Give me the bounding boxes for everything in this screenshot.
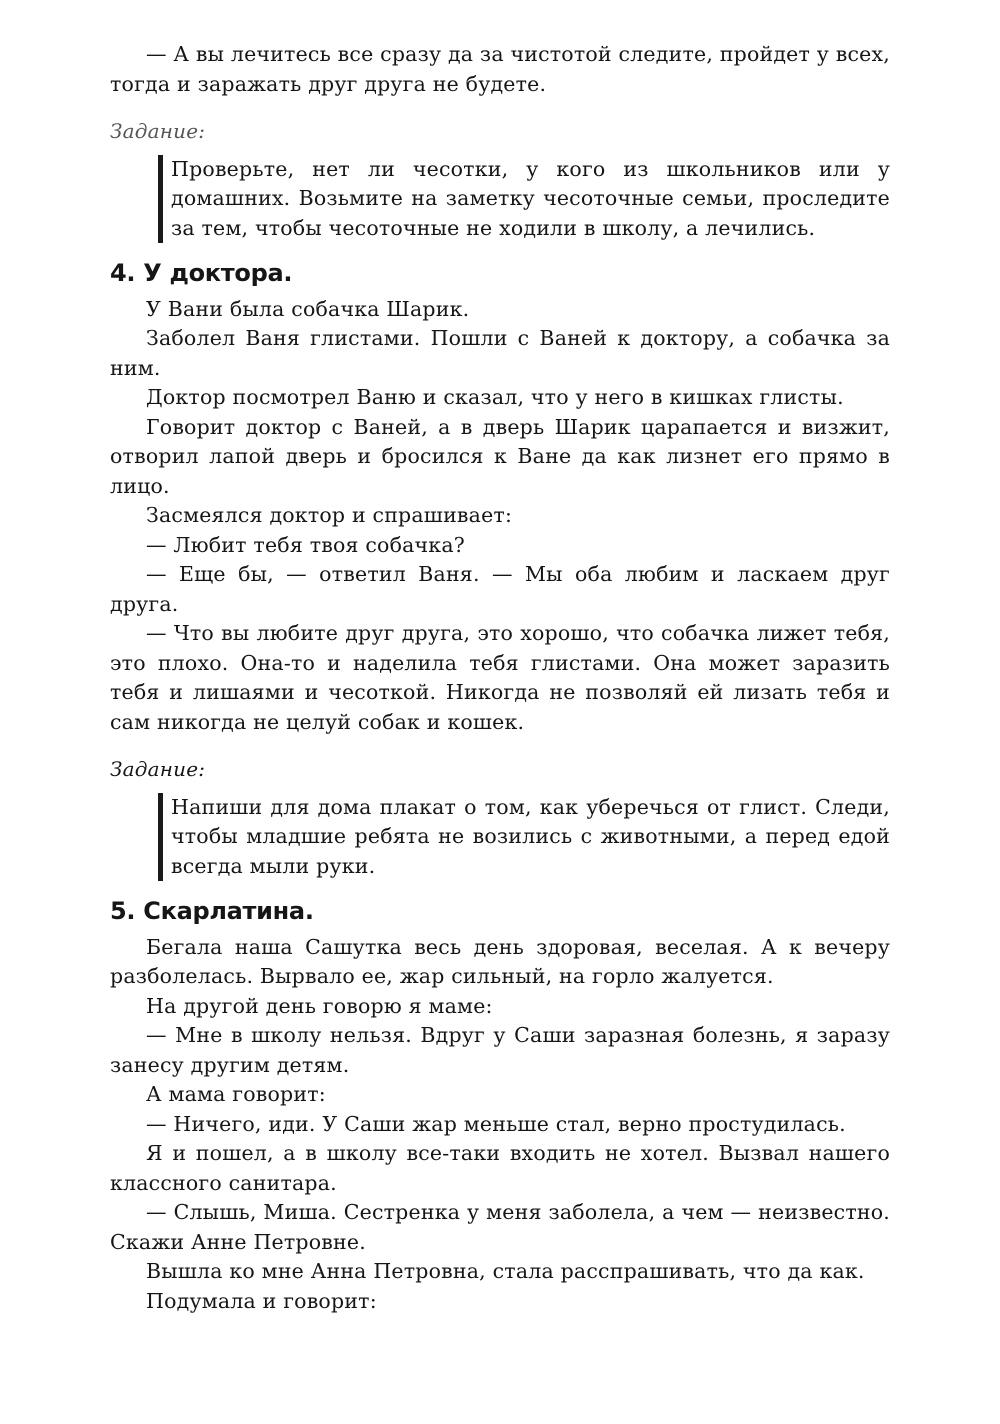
paragraph: Говорит доктор с Ваней, а в дверь Шарик царапается и визжит, отворил лапой дверь и бросился к Ване да как лизнет его прямо в лицо.: [110, 414, 890, 498]
paragraph: — Слышь, Миша. Сестренка у меня заболела, а чем — неизвестно. Скажи Анне Петровне.: [110, 1200, 890, 1254]
task-box: [158, 793, 890, 882]
task-label: Задание:: [110, 757, 206, 781]
task-label: Задание:: [110, 119, 206, 143]
task-text: Напиши для дома плакат о том, как уберечься от глист. Следи, чтобы младшие ребята не возились с животными, а перед едой всегда мыли руки.: [171, 794, 890, 878]
paragraph: Засмеялся доктор и спрашивает:: [146, 503, 513, 527]
paragraph: На другой день говорю я маме:: [146, 993, 493, 1018]
paragraph: — Что вы любите друг друга, это хорошо, что собачка лижет тебя, это плохо. Она-то и наделила тебя глистами. Она может заразить тебя и лишаями и чесоткой. Никогда не позволяй ей лизать тебя и сам никогда не целуй собак и кошек.: [110, 621, 890, 734]
paragraph: Бегала наша Сашутка весь день здоровая, веселая. А к вечеру разболелась. Вырвало ее, жар сильный, на горло жалуется.: [110, 934, 890, 988]
paragraph: У Вани была собачка Шарик.: [146, 296, 470, 321]
task-box: [158, 155, 890, 244]
section-heading: 5. Скарлатина.: [110, 897, 314, 925]
paragraph: — Мне в школу нельзя. Вдруг у Саши заразная болезнь, я заразу занесу другим детям.: [110, 1023, 890, 1077]
paragraph: — Еще бы, — ответил Ваня. — Мы оба любим и ласкаем друг друга.: [110, 562, 890, 616]
paragraph: — Ничего, иди. У Саши жар меньше стал, верно простудилась.: [146, 1111, 846, 1136]
paragraph: — Любит тебя твоя собачка?: [146, 532, 465, 557]
paragraph: Вышла ко мне Анна Петровна, стала расспрашивать, что да как.: [146, 1259, 865, 1283]
task-text: Проверьте, нет ли чесотки, у кого из школьников или у домашних. Возьмите на заметку чесоточные семьи, проследите за тем, чтобы чесоточные не ходили в школу, а лечились.: [171, 156, 890, 240]
paragraph: Я и пошел, а в школу все-таки входить не хотел. Вызвал нашего классного санитара.: [110, 1141, 890, 1195]
paragraph: А мама говорит:: [146, 1082, 326, 1106]
document-page: [110, 40, 890, 1316]
paragraph: Заболел Ваня глистами. Пошли с Ваней к доктору, а собачка за ним.: [110, 326, 890, 380]
paragraph: Доктор посмотрел Ваню и сказал, что у него в кишках глисты.: [146, 385, 844, 409]
intro-paragraph: — А вы лечитесь все сразу да за чистотой следите, пройдет у всех, тогда и заражать друг друга не будете.: [110, 42, 890, 96]
section-heading: 4. У доктора.: [110, 259, 293, 287]
paragraph: Подумала и говорит:: [146, 1288, 377, 1313]
